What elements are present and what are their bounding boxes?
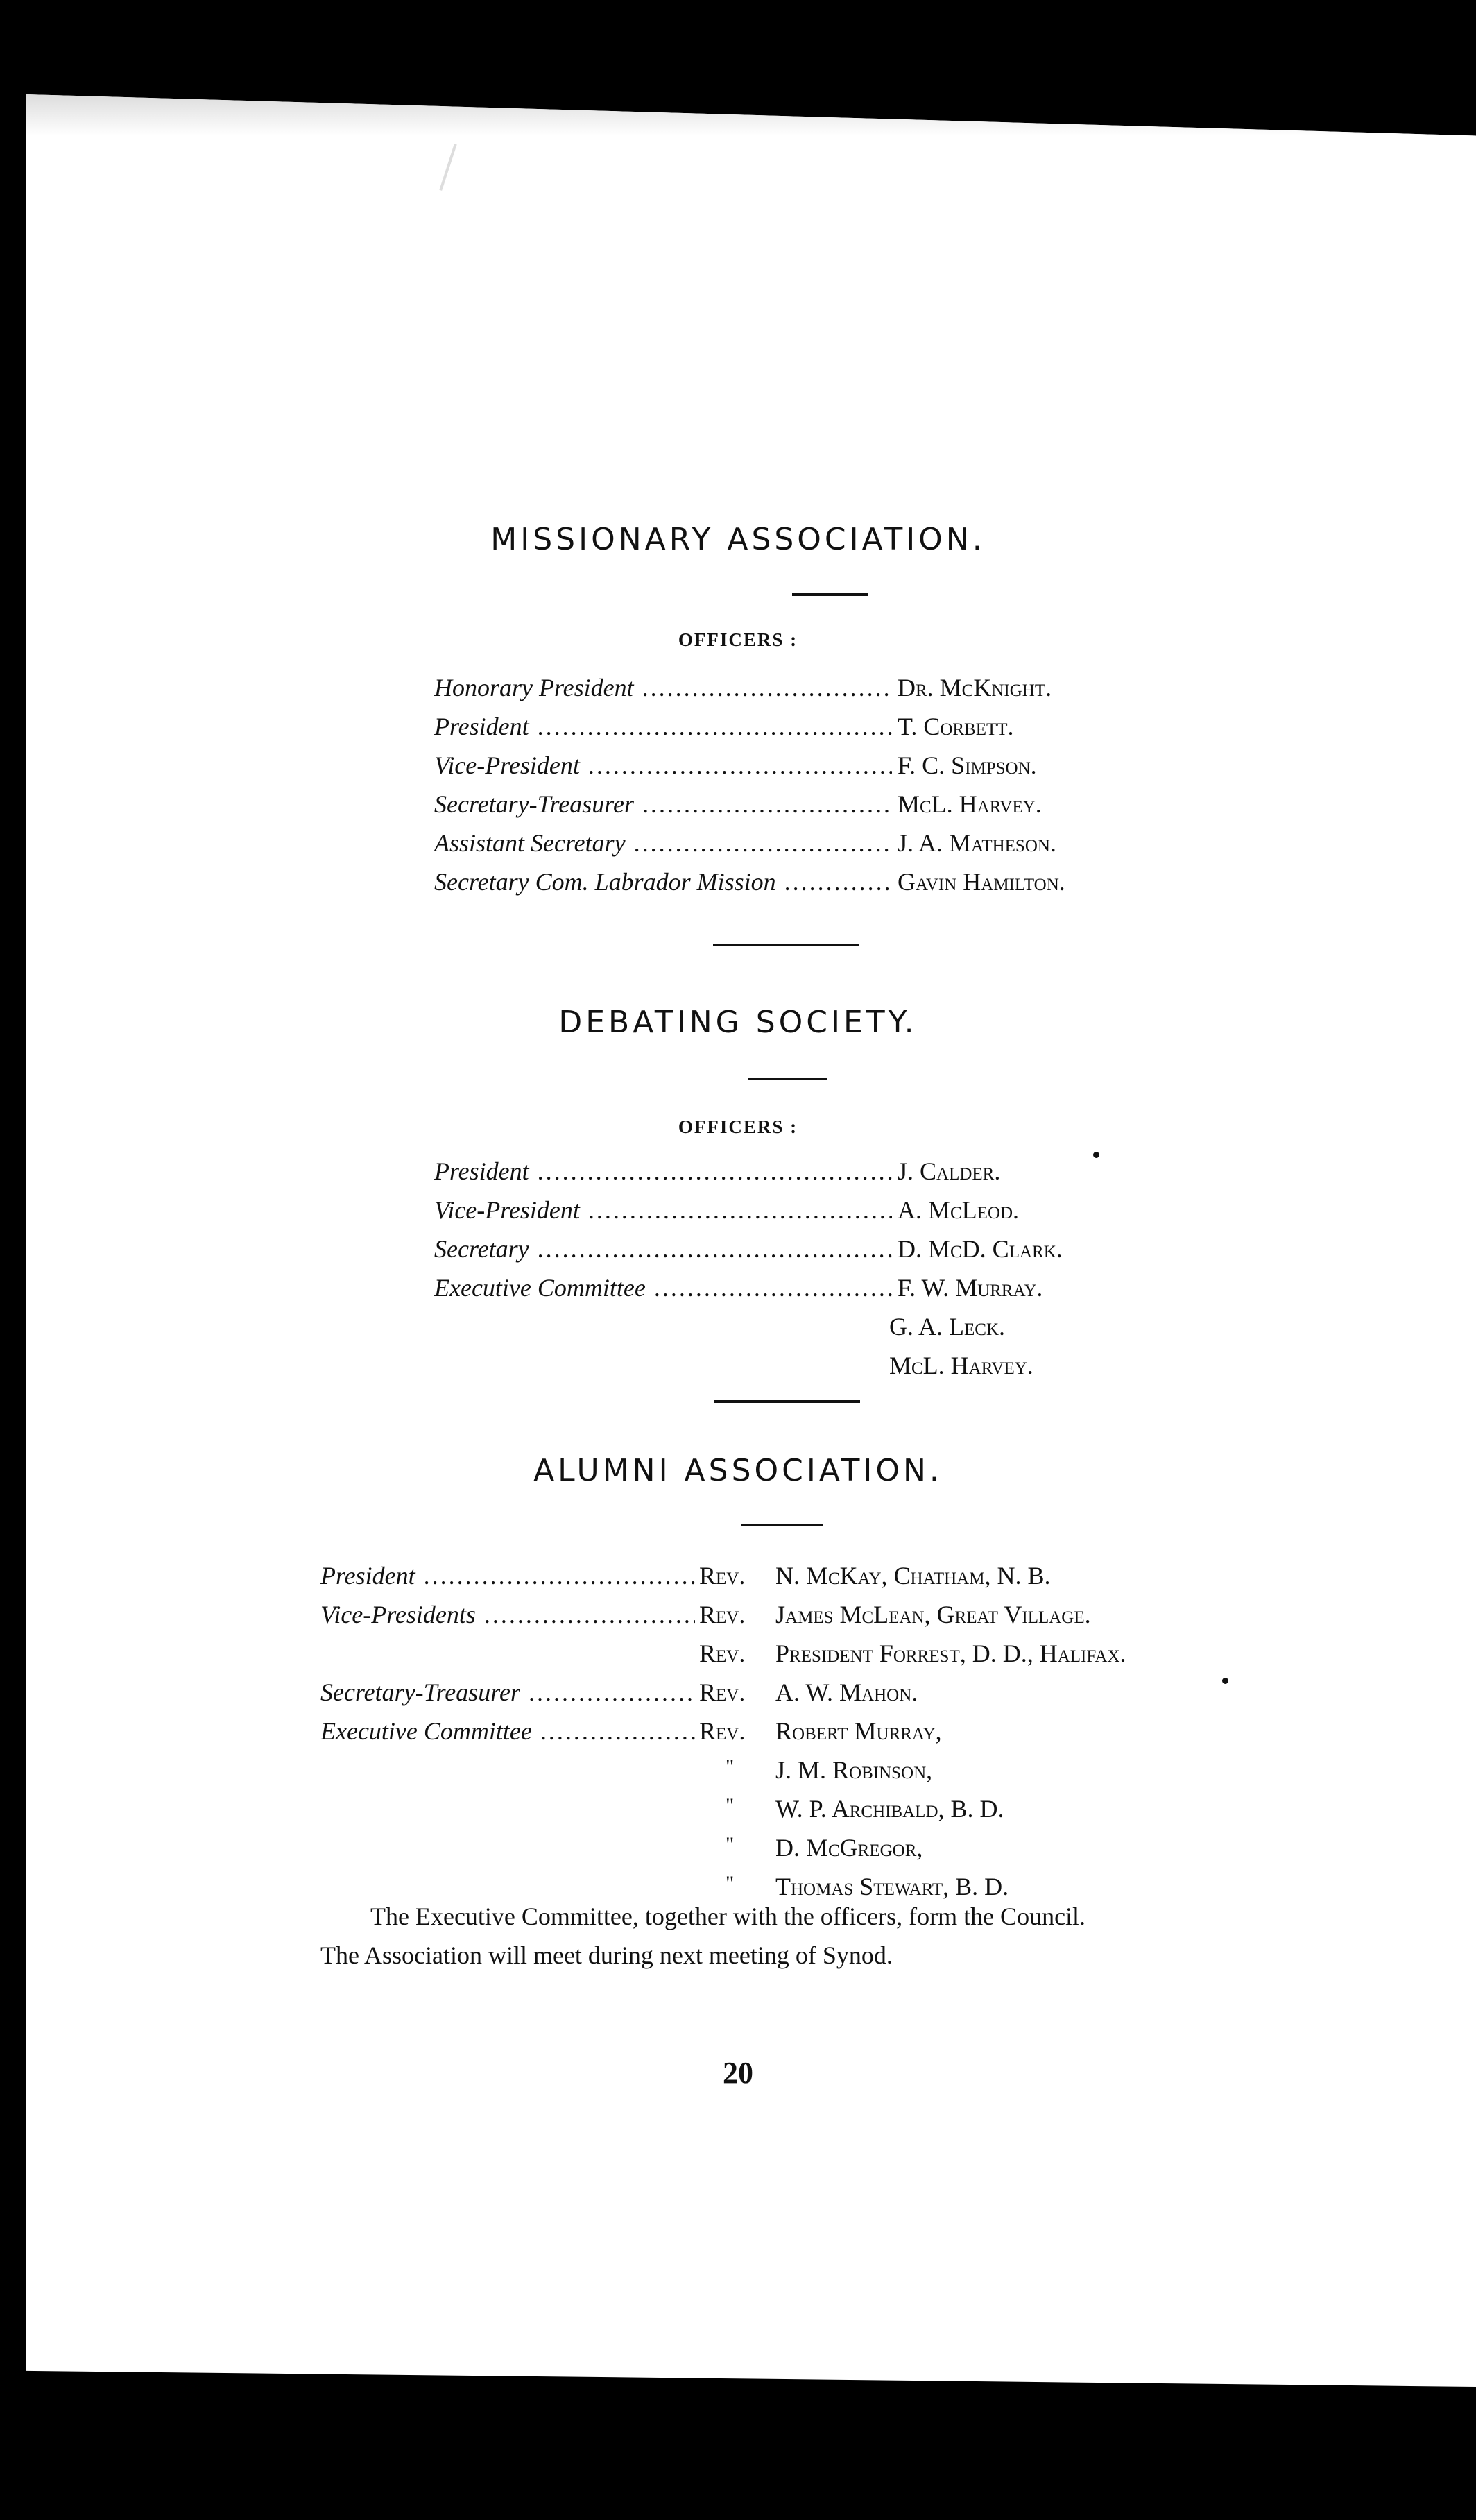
missionary-officers-label: OFFICERS : <box>678 629 798 650</box>
alumni-association-heading: ALUMNI ASSOCIATION. <box>533 1453 943 1488</box>
ditto-mark: " <box>726 1794 735 1817</box>
debating-officers-label: OFFICERS : <box>678 1116 798 1137</box>
ink-speck <box>1222 1678 1228 1684</box>
officer-row <box>320 1561 1257 1600</box>
missionary-officers-list <box>434 673 1197 906</box>
alumni-officers-list <box>320 1561 1257 1911</box>
officer-row <box>434 1312 1197 1351</box>
officer-row <box>434 1234 1197 1273</box>
officer-row <box>434 1195 1197 1234</box>
officer-name: J. A. Matheson. <box>898 829 1056 857</box>
officer-row <box>320 1717 1257 1755</box>
officer-name: T. Corbett. <box>898 713 1014 740</box>
officer-row <box>320 1639 1257 1678</box>
ink-speck <box>1093 1152 1099 1158</box>
officer-row <box>320 1678 1257 1717</box>
officer-role: Executive Committee ..... <box>434 1273 892 1302</box>
officer-role: Secretary-Treasurer ..... <box>434 790 892 819</box>
title-prefix: Rev. <box>699 1562 746 1590</box>
missionary-heading-rule <box>792 593 868 596</box>
officer-name: President Forrest, D. D., Halifax. <box>775 1640 1126 1667</box>
debating-society-heading: DEBATING SOCIETY. <box>558 1005 918 1040</box>
title-prefix: Rev. <box>699 1601 746 1628</box>
officer-row <box>320 1600 1257 1639</box>
officer-role: President ..... <box>320 1561 695 1590</box>
officer-row <box>434 1351 1197 1390</box>
officer-row <box>434 712 1197 751</box>
ditto-mark: " <box>726 1872 735 1895</box>
synod-note-line: The Association will meet during next meeting of Synod. <box>320 1941 893 1969</box>
title-prefix: Rev. <box>699 1717 746 1745</box>
officer-name: A. McLeod. <box>898 1196 1020 1224</box>
officer-role: Honorary President ..... <box>434 673 892 702</box>
officer-role: Secretary ..... <box>434 1234 892 1263</box>
committee-member-name: McL. Harvey. <box>889 1352 1033 1379</box>
officer-name: Gavin Hamilton. <box>898 868 1065 896</box>
ditto-mark: " <box>726 1833 735 1856</box>
section-divider-rule <box>713 944 859 946</box>
officer-row <box>320 1755 1257 1794</box>
title-prefix: Rev. <box>699 1640 746 1667</box>
committee-member-name: D. McGregor, <box>775 1834 923 1862</box>
officer-row <box>434 673 1197 712</box>
officer-role: Vice-President ..... <box>434 1195 892 1225</box>
officer-row <box>320 1833 1257 1872</box>
officer-role: Vice-President ..... <box>434 751 892 780</box>
officer-role: Vice-Presidents ..... <box>320 1600 695 1629</box>
officer-name: Dr. McKnight. <box>898 674 1052 701</box>
page-edge-shadow <box>26 94 1476 136</box>
committee-member-name: Thomas Stewart, B. D. <box>775 1873 1009 1900</box>
officer-role: Secretary Com. Labrador Mission ..... <box>434 867 892 896</box>
missionary-association-heading: MISSIONARY ASSOCIATION. <box>490 522 986 557</box>
officer-name: Robert Murray, <box>775 1717 942 1745</box>
officer-role: President ..... <box>434 1157 892 1186</box>
title-prefix: Rev. <box>699 1678 746 1706</box>
committee-member-name: J. M. Robinson, <box>775 1756 933 1784</box>
officer-row <box>434 790 1197 828</box>
officer-name: McL. Harvey. <box>898 790 1042 818</box>
alumni-heading-rule <box>741 1524 823 1526</box>
debating-heading-rule <box>748 1078 827 1080</box>
scan-scratch-mark <box>439 144 456 191</box>
officer-row <box>434 867 1197 906</box>
officer-row <box>434 828 1197 867</box>
officer-name: F. C. Simpson. <box>898 751 1037 779</box>
officer-name: J. Calder. <box>898 1157 1001 1185</box>
officer-name: D. McD. Clark. <box>898 1235 1063 1263</box>
officer-row <box>320 1794 1257 1833</box>
officer-name: James McLean, Great Village. <box>775 1601 1091 1628</box>
council-note-line: The Executive Committee, together with the officers, form the Council. <box>370 1902 1086 1930</box>
officer-name: F. W. Murray. <box>898 1274 1043 1302</box>
officer-name: N. McKay, Chatham, N. B. <box>775 1562 1051 1590</box>
officer-role: President ..... <box>434 712 892 741</box>
officer-role: Assistant Secretary ..... <box>434 828 892 858</box>
officer-row <box>434 751 1197 790</box>
ditto-mark: " <box>726 1755 735 1778</box>
debating-officers-list <box>434 1157 1197 1390</box>
officer-role: Secretary-Treasurer ..... <box>320 1678 695 1707</box>
officer-row <box>434 1273 1197 1312</box>
committee-member-name: W. P. Archibald, B. D. <box>775 1795 1004 1823</box>
officer-role: Executive Committee ..... <box>320 1717 695 1746</box>
officer-row <box>434 1157 1197 1195</box>
section-divider-rule <box>714 1400 860 1403</box>
officer-name: A. W. Mahon. <box>775 1678 918 1706</box>
committee-member-name: G. A. Leck. <box>889 1313 1005 1340</box>
page-number: 20 <box>723 2056 753 2090</box>
